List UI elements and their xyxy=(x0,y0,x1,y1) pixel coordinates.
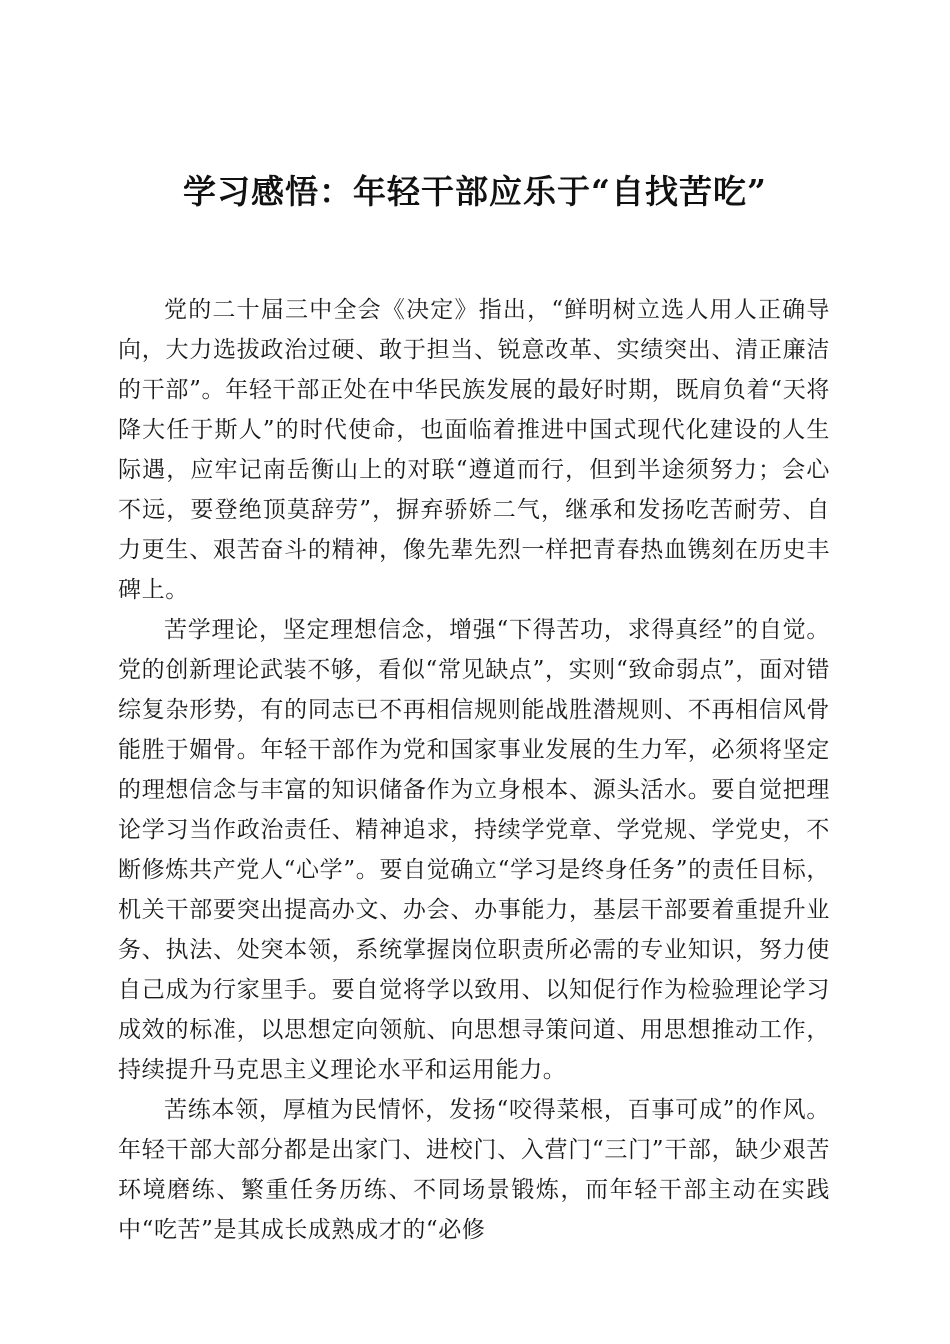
body-paragraph-skills: 苦练本领，厚植为民情怀，发扬“咬得菜根，百事可成”的作风。年轻干部大部分都是出家门、进校门、入营门“三门”干部，缺少艰苦环境磨练、繁重任务历练、不同场景锻炼，而年轻干部主动在实践中“吃苦”是其成长成熟成才的“必修 xyxy=(118,1097,830,1243)
body-paragraph-intro: 党的二十届三中全会《决定》指出，“鲜明树立选人用人正确导向，大力选拔政治过硬、敢于担当、锐意改革、实绩突出、清正廉洁的干部”。年轻干部正处在中华民族发展的最好时期，既肩负着“天将降大任于斯人”的时代使命，也面临着推进中国式现代化建设的人生际遇，应牢记南岳衡山上的对联“遵道而行，但到半途须努力；会心不远，要登绝顶莫辞劳”，摒弃骄娇二气，继承和发扬吃苦耐劳、自力更生、艰苦奋斗的精神，像先辈先烈一样把青春热血镌刻在历史丰碑上。 xyxy=(118,297,830,603)
body-paragraph-theory: 苦学理论，坚定理想信念，增强“下得苦功，求得真经”的自觉。党的创新理论武装不够，看似“常见缺点”，实则“致命弱点”，面对错综复杂形势，有的同志已不再相信规则能战胜潜规则、不再相信风骨能胜于媚骨。年轻干部作为党和国家事业发展的生力军，必须将坚定的理想信念与丰富的知识储备作为立身根本、源头活水。要自觉把理论学习当作政治责任、精神追求，持续学党章、学党规、学党史，不断修炼共产党人“心学”。要自觉确立“学习是终身任务”的责任目标，机关干部要突出提高办文、办会、办事能力，基层干部要着重提升业务、执法、处突本领，系统掌握岗位职责所必需的专业知识，努力使自己成为行家里手。要自觉将学以致用、以知促行作为检验理论学习成效的标准，以思想定向领航、向思想寻策问道、用思想推动工作，持续提升马克思主义理论水平和运用能力。 xyxy=(118,617,830,1083)
document-title: 学习感悟：年轻干部应乐于“自找苦吃” xyxy=(183,172,767,211)
document-body xyxy=(118,290,830,1250)
